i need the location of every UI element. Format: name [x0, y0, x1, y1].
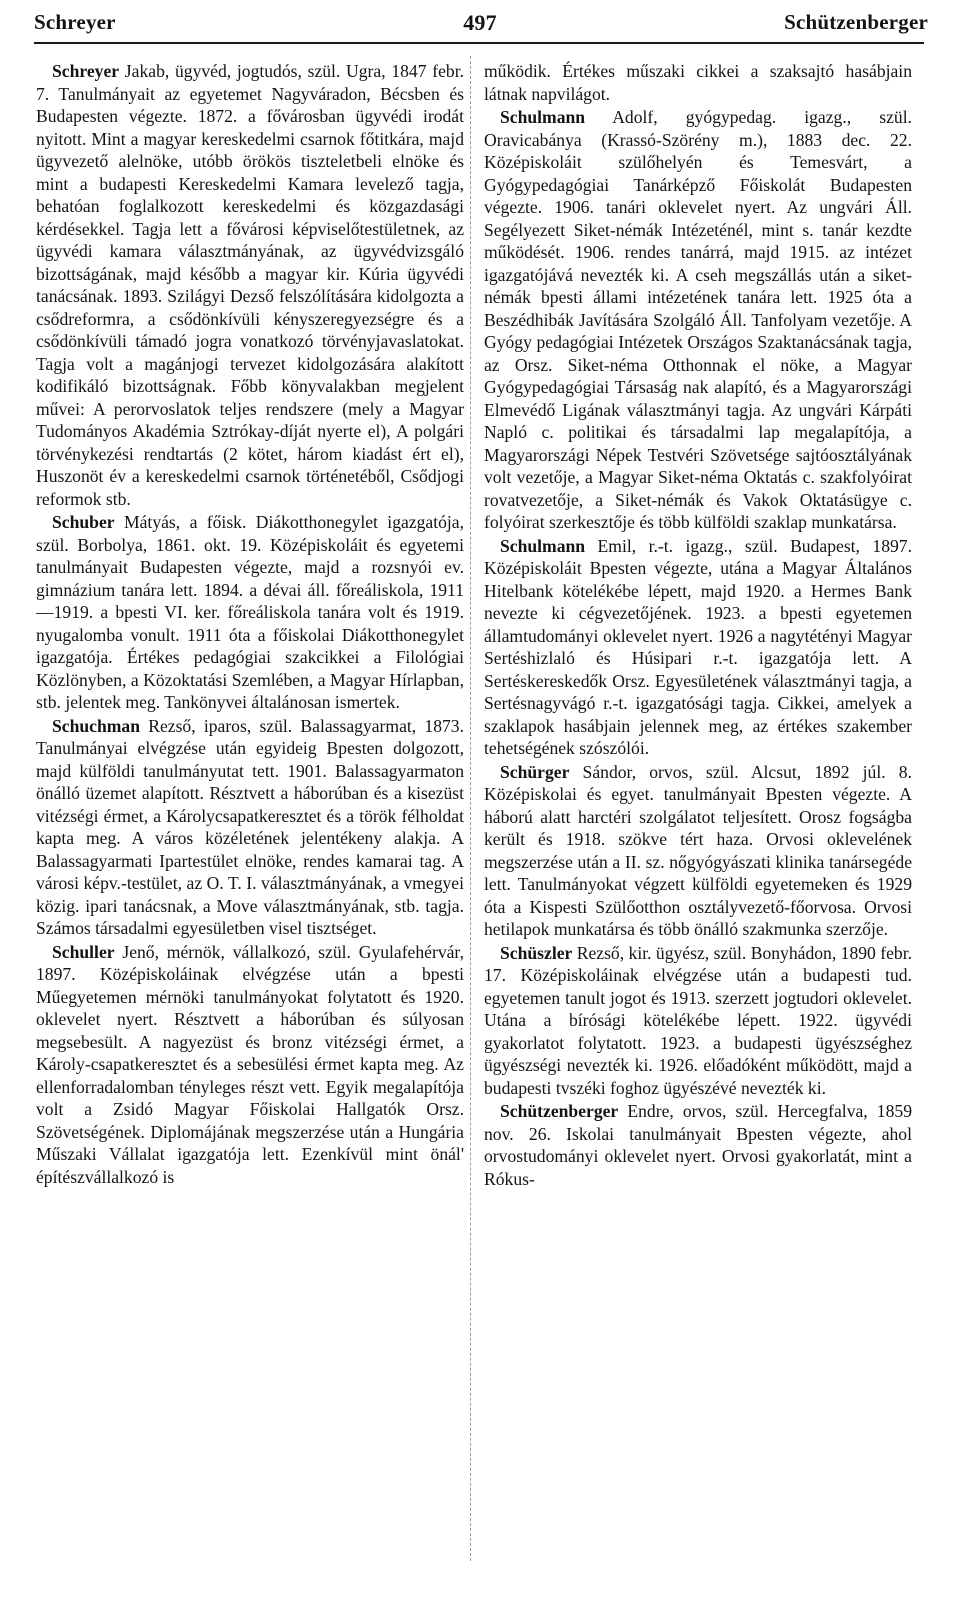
entry-text: Rezső, kir. ügyész, szül. Bonyhádon, 1890 febr. 17. Középiskoláinak elvégzése után a budapesti tud. egyetemen tanult jogot és 1913. szerzett jogtudori oklevelet. Utána a bírósági kötelékébe lépett. 1922. ügyvédi gyakorlatot folytatott. 1923. a budapesti ügyészséghez ügyészségi nevezték ki. 1926. előadóként működött, majd a budapesti tvszéki foghoz ügyészévé nevezték ki.: [484, 942, 912, 1098]
left-column: [36, 60, 464, 1189]
entry-headword: Schützenberger: [500, 1101, 619, 1121]
page-header: [0, 0, 960, 46]
entry-schulmann-adolf: [484, 106, 912, 534]
entry-headword: Schürger: [500, 761, 570, 782]
entry-headword: Schulmann: [500, 535, 586, 556]
entry-headword: Schuchman: [52, 715, 140, 736]
entry-schurger: [484, 761, 912, 941]
entry-schreyer: [36, 60, 464, 510]
entry-schuber: [36, 511, 464, 714]
entry-continuation: [484, 60, 912, 105]
entry-text: Emil, r.-t. igazg., szül. Budapest, 1897. Középiskoláit Bpesten végezte, utána a Magyar Általános Hitelbank kötelékébe lépett, majd 1920. a Hermes Bank nevezte ki cégvezetőjének. 1923. a bpesti egyetemen államtudományi oklevelet nyert. 1926 a nagytétényi Magyar Sertéshizlaló és Húsipari r.-t. igazgatója lett. A Sertéskereskedők Orsz. Egyesületének választmányi tagja, a Sertésnagyvágó r.-t. igazgatósági tagja. Cikkei, amelyek a szaklapok hasábjain jelennek meg, az értékes szakember tehetségének szószólói.: [484, 535, 912, 758]
entry-schulmann-emil: [484, 535, 912, 760]
entry-text: működik. Értékes műszaki cikkei a szaksajtó hasábjain látnak napvilágot.: [484, 61, 912, 104]
page-number: 497: [463, 10, 497, 35]
entry-schuller: [36, 941, 464, 1189]
header-rule: [34, 42, 924, 44]
entry-headword: Schuber: [52, 512, 115, 532]
entry-text: Sándor, orvos, szül. Alcsut, 1892 júl. 8. Középiskolai és egyet. tanulmányait Bpesten végezte. A háború alatt harctéri szolgálatot teljesített. Orosz fogságba került és 1918. szökve tért haza. Orvosi oklevelének megszerzése után a II. sz. nőgyógyászati klinika tanársegéde lett. Tanulmányokat végzett külföldi egyetemeken és 1929 óta a Kispesti Szülőotthon osztályvezető-főorvosa. Orvosi hetilapok munkatársa és több önálló szakmunka szerzője.: [484, 761, 912, 939]
entry-text: Jenő, mérnök, vállalkozó, szül. Gyulafehérvár, 1897. Középiskoláinak elvégzése után a bpesti Műegyetemen mérnöki tanulmányokat folytatott és 1920. oklevelet nyert. Résztvett a háborúban és súlyosan megsebesült. A nagyezüst és bronz vitézségi érmet, a Károly-csapatkeresztet és a sebesülési érmet kapta meg. Az ellenforradalomban tényleges részt vett. Egyik megalapítója volt a Zsidó Magyar Főiskolai Hallgatók Orsz. Szövetségének. Diplomájának megszerzése után a Hungária Műszaki Vállalat igazgatója lett. Ezenkívül mint önál' építészvállalkozó is: [36, 941, 464, 1187]
entry-text: Mátyás, a főisk. Diákotthonegylet igazgatója, szül. Borbolya, 1861. okt. 19. Középiskoláit és egyetemi tanulmányait Budapesten végezte, majd a rozsnyói ev. gimnázium tanára lett. 1894. a dévai áll. főreáliskola, 1911—1919. a bpesti VI. ker. főreáliskola tanára volt és 1919. nyugalomba vonult. 1911 óta a főiskolai Diákotthonegylet igazgatója. Értékes pedagógiai szakcikkei a Filológiai Közlönyben, a Közoktatási Szemlében, a Magyar Hírlapban, stb. jelentek meg. Tankönyvei általánosan ismertek.: [36, 512, 464, 712]
running-head-right: Schützenberger: [784, 10, 928, 34]
entry-text: Adolf, gyógypedag. igazg., szül. Oravicabánya (Krassó-Szörény m.), 1883 dec. 22. Középiskoláit szülőhelyén és Temesvárt, a Gyógypedagógiai Tanárképző Főiskolát Budapesten végezte. 1906. tanári oklevelet nyert. Az ungvári Áll. Segélyezett Siket-némák Intézeténél, mint s. tanár kezdte működését. 1906. rendes tanárrá, majd 1915. az intézet igazgatójává nevezték ki. A cseh megszállás után a siket-némák bpesti állami intézetének tanára lett. 1925 óta a Beszédhibák Javítására Szolgáló Áll. Tanfolyam vezetője. A Gyógy pedagógiai Intézetek Országos Szaktanácsának tagja, az Orsz. Siket-néma Otthonnak el nöke, a Magyar Gyógypedagógiai Társaság nak alapító, és a Magyarországi Elmevédő Ligának választmányi tagja. Az ungvári Kárpáti Napló c. politikai és társadalmi lap megalapítója, a Magyarországi Népek Testvéri Szövetsége sajtóosztályának volt vezetője, a Magyar Siket-néma Oktatás c. szakfolyóirat rovatvezetője, a Siket-némák és Vakok Oktatásügye c. folyóirat szerkesztője és több külföldi szaklap munkatársa.: [484, 107, 912, 532]
entry-schutzenberger: [484, 1100, 912, 1190]
entry-headword: Schreyer: [52, 61, 120, 81]
entry-schuszler: [484, 942, 912, 1100]
entry-headword: Schüszler: [500, 942, 573, 963]
entry-headword: Schuller: [52, 941, 115, 962]
column-divider: [470, 56, 471, 1561]
entry-headword: Schulmann: [500, 107, 586, 127]
entry-text: Endre, orvos, szül. Hercegfalva, 1859 nov. 26. Iskolai tanulmányait Bpesten végezte, ahol orvostudományi oklevelet nyert. Orvosi gyakorlatát, mint a Rókus-: [484, 1101, 912, 1189]
running-head-left: Schreyer: [34, 10, 116, 34]
entry-text: Jakab, ügyvéd, jogtudós, szül. Ugra, 1847 febr. 7. Tanulmányait az egyetemet Nagyváradon, Bécsben és Budapesten végezte. 1872. a fővárosban ügyvédi irodát nyitott. Mint a magyar kereskedelmi csarnok főtitkára, majd ügyvezető alelnöke, utóbb örökös tiszteletbeli elnöke és mint a budapesti Kereskedelmi Kamara levelező tagja, behatóan foglalkozott kereskedelmi és közgazdasági kérdésekkel. Tagja lett a fővárosi képviselőtestületnek, az ügyvédi kamara választmányának, az ügyvédvizsgáló bizottságának, majd később a magyar kir. Kúria ügyvédi tanácsának. 1893. Szilágyi Dezső felszólítására kidolgozta a csődreformra, a csődönkívüli kényszeregyezségre és a csődönkívüli támadó jogra vonatkozó törvényjavaslatokat. Tagja volt a magánjogi tervezet kidolgozására alakított kodifikáló bizottságnak. Főbb könyvalakban megjelent művei: A perorvoslatok teljes rendszere (mely a Magyar Tudományos Akadémia Sztrókay-díját nyerte el), A polgári törvénykezési rendtartás (2 kötet, három kiadást ért el), Huszonöt év a kereskedelmi csarnok történetéből, Csődjogi reformok stb.: [36, 61, 464, 509]
entry-schuchman: [36, 715, 464, 940]
entry-text: Rezső, iparos, szül. Balassagyarmat, 1873. Tanulmányai elvégzése után egyideig Bpesten dolgozott, majd külföldi tanulmányutat tett. 1901. Balassagyarmaton önálló üzemet alapított. Résztvett a háborúban és a kisezüst vitézségi érmet, a Károlycsapatkeresztet és a török félholdat kapta meg. A város közéletének jelentékeny alakja. A Balassagyarmati Ipartestület elnöke, rendes kamarai tag. A városi képv.-testület, az O. T. I. választmányának, a vmegyei közig. ipari tanácsnak, a Move választmányának, stb. tagja. Számos társadalmi egyesületben visel tisztséget.: [36, 715, 464, 938]
right-column: [484, 60, 912, 1191]
